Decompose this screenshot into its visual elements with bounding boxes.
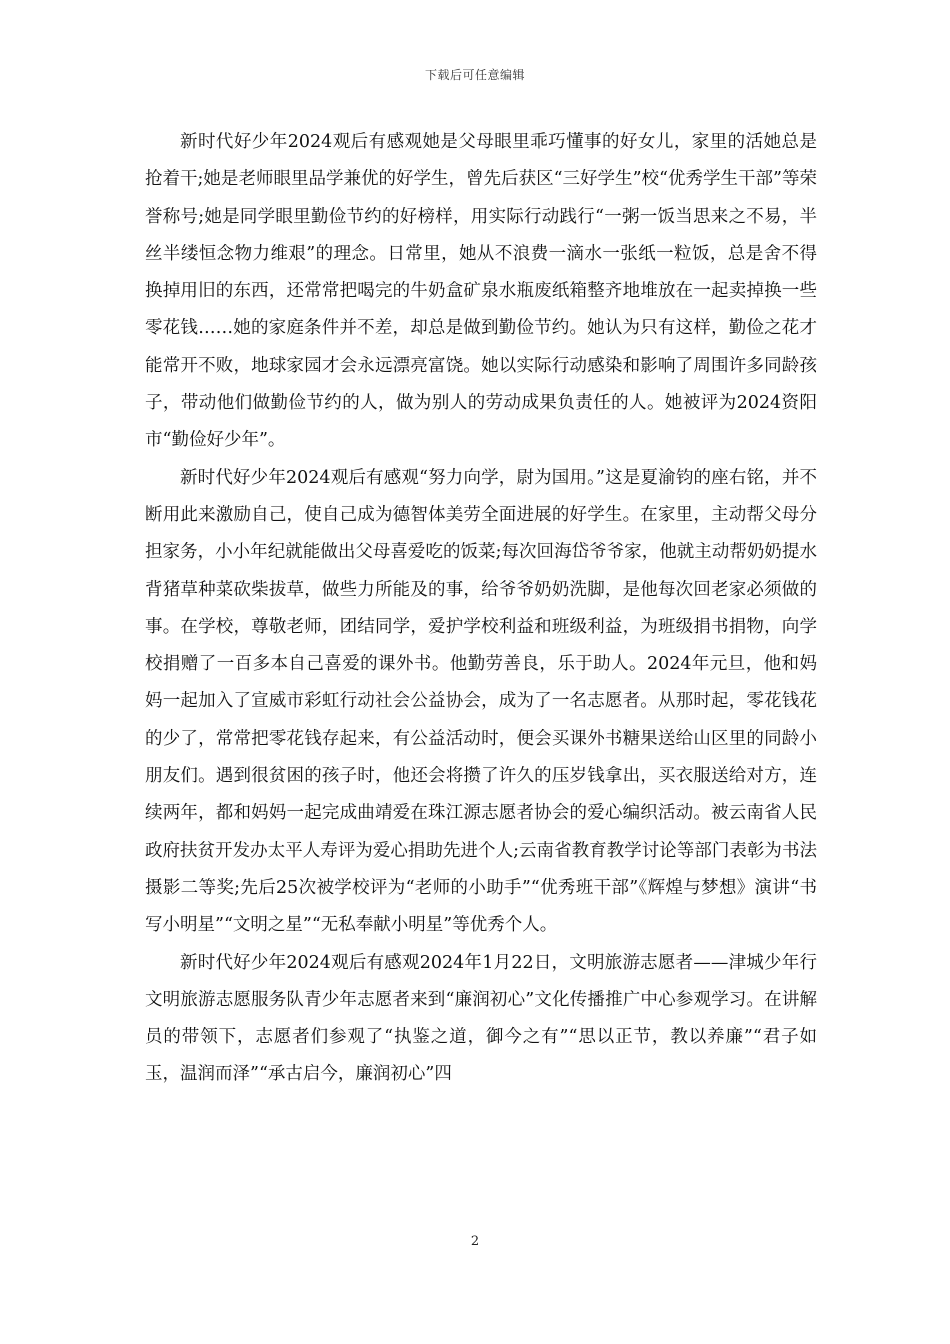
page-number: 2 [470,1234,480,1249]
paragraph-3: 新时代好少年2024观后有感观2024年1月22日，文明旅游志愿者——津城少年行文明旅游志愿服务队青少年志愿者来到“廉润初心”文化传播推广中心参观学习。在讲解员的带领下，志愿者们参观了“执鉴之道，御今之有”“思以正节，教以养廉”“君子如玉，温润而泽”“承古启今，廉润初心”四 [145,952,817,1085]
paragraph-1: 新时代好少年2024观后有感观她是父母眼里乖巧懂事的好女儿，家里的活她总是抢着干;她是老师眼里品学兼优的好学生，曾先后获区“三好学生”校“优秀学生干部”等荣誉称号;她是同学眼里勤俭节约的好榜样，用实际行动践行“一粥一饭当思来之不易，半丝半缕恒念物力维艰”的理念。日常里，她从不浪费一滴水一张纸一粒饭，总是舍不得换掉用旧的东西，还常常把喝完的牛奶盒矿泉水瓶废纸箱整齐地堆放在一起卖掉换一些零花钱……她的家庭条件并不差，却总是做到勤俭节约。她认为只有这样，勤俭之花才能常开不败，地球家园才会永远漂亮富饶。她以实际行动感染和影响了周围许多同龄孩子，带动他们做勤俭节约的人，做为别人的劳动成果负责任的人。她被评为2024资阳市“勤俭好少年”。 [145,132,817,451]
document-body [145,124,817,1094]
paragraph-2: 新时代好少年2024观后有感观“努力向学，尉为国用。”这是夏渝钧的座右铭，并不断用此来激励自己，使自己成为德智体美劳全面进展的好学生。在家里，主动帮父母分担家务，小小年纪就能做出父母喜爱吃的饭菜;每次回海岱爷爷家，他就主动帮奶奶提水背猪草种菜砍柴拔草，做些力所能及的事，给爷爷奶奶洗脚，是他每次回老家必须做的事。在学校，尊敬老师，团结同学，爱护学校利益和班级利益，为班级捐书捐物，向学校捐赠了一百多本自己喜爱的课外书。他勤劳善良，乐于助人。2024年元旦，他和妈妈一起加入了宣威市彩虹行动社会公益协会，成为了一名志愿者。从那时起，零花钱花的少了，常常把零花钱存起来，有公益活动时，便会买课外书糖果送给山区里的同龄小朋友们。遇到很贫困的孩子时，他还会将攒了许久的压岁钱拿出，买衣服送给对方，连续两年，都和妈妈一起完成曲靖爱在珠江源志愿者协会的爱心编织活动。被云南省人民政府扶贫开发办太平人寿评为爱心捐助先进个人;云南省教育教学讨论等部门表彰为书法摄影二等奖;先后25次被学校评为“老师的小助手”“优秀班干部”《辉煌与梦想》演讲“书写小明星”“文明之星”“无私奉献小明星”等优秀个人。 [145,467,817,936]
page-header: 下载后可任意编辑 [424,68,525,82]
